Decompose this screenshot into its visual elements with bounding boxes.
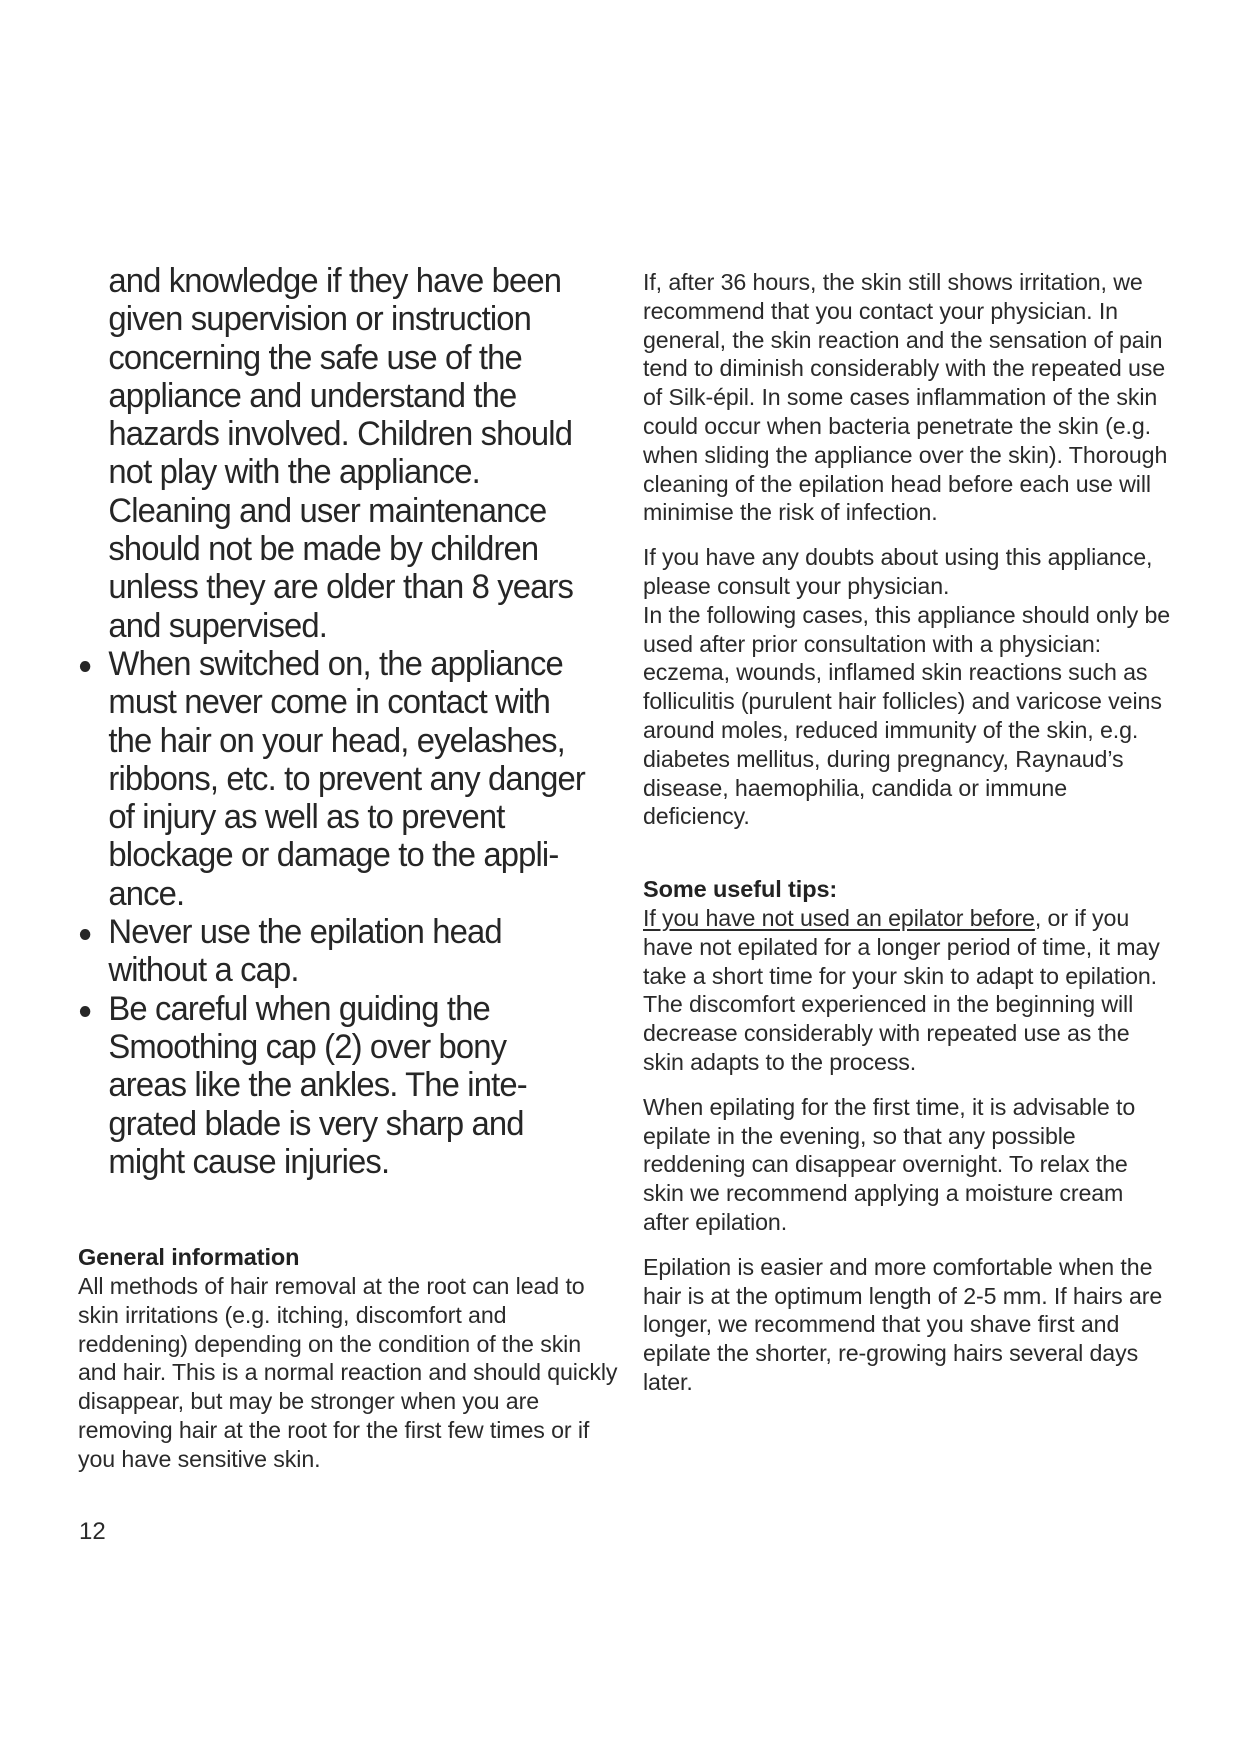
useful-tips-heading: Some useful tips: (643, 876, 838, 903)
bullet-text: Be careful when guiding the Smoothing cap (2) over bony areas like the ankles. The integrated blade is very sharp and might cause injuries. (108, 989, 528, 1181)
list-item (78, 913, 591, 990)
right-column (643, 268, 1173, 1397)
irritation-paragraph: If, after 36 hours, the skin still shows irritation, we recommend that you contact your physician. In general, the skin reaction and the sensation of pain tend to diminish considerably with the repeated use of Silk-épil. In some cases inflammation of the skin could occur when bacteria penetrate the skin (e.g. when sliding the appliance over the skin). Thorough cleaning of the epilation head before each use will minimise the risk of infection. (643, 269, 1168, 526)
conditions-paragraph: eczema, wounds, inflamed skin reactions such as folliculitis (purulent hair follicles) and varicose veins around moles, reduced immunity of the skin, e.g. diabetes mellitus, during pregnancy, Raynaud’s disease, haemophilia, candida or immune deficiency. (643, 659, 1162, 830)
bullet-icon (80, 1006, 90, 1017)
first-time-paragraph: When epilating for the first time, it is advisable to epilate in the evening, so that any possible reddening can disappear overnight. To relax the skin we recommend applying a moisture cream after epilation. (643, 1093, 1136, 1235)
hair-length-paragraph: Epilation is easier and more comfortable when the hair is at the optimum length of 2-5 mm. If hairs are longer, we recommend that you shave first and epilate the shorter, re-growing hairs several days later. (643, 1253, 1163, 1395)
general-information-section (78, 1243, 618, 1473)
safety-intro: and knowledge if they have been given supervision or instruction concerning the safe use of the appliance and understand the hazards involved. Children should not play with the appliance. Cleaning and user maintenance should not be made by children unless they are older than 8 years and supervised. (108, 262, 574, 645)
bullet-icon (80, 661, 90, 672)
safety-instructions (78, 262, 591, 1181)
left-column (78, 262, 618, 1474)
safety-bullet-list (78, 645, 591, 1181)
tips-underlined-text: If you have not used an epilator before (643, 904, 1035, 931)
page-number: 12 (79, 1518, 106, 1545)
doubts-paragraph: If you have any doubts about using this appliance, please consult your physician. (643, 544, 1153, 599)
list-item (78, 990, 591, 1181)
bullet-text: When switched on, the appliance must never come in contact with the hair on your head, eyelashes, ribbons, etc. to prevent any danger of injury as well as to prevent blockage or damage to the appliance. (108, 644, 585, 913)
bullet-text: Never use the epilation head without a cap. (108, 913, 502, 990)
general-information-heading: General information (78, 1244, 300, 1271)
tips-text: , or if you have not epilated for a longer period of time, it may take a short time for your skin to adapt to epilation. The discomfort experienced in the beginning will decrease considerably with repeated use as the skin adapts to the process. (643, 904, 1160, 1075)
tips-paragraph (643, 904, 1173, 1077)
consultation-paragraph: In the following cases, this appliance should only be used after prior consultation with a physician: (643, 601, 1171, 657)
general-information-text: All methods of hair removal at the root can lead to skin irritations (e.g. itching, discomfort and reddening) depending on the condition of the skin and hair. This is a normal reaction and should quickly disappear, but may be stronger when you are removing hair at the root for the first few times or if you have sensitive skin. (78, 1272, 618, 1472)
bullet-icon (80, 929, 90, 940)
list-item (78, 645, 591, 913)
